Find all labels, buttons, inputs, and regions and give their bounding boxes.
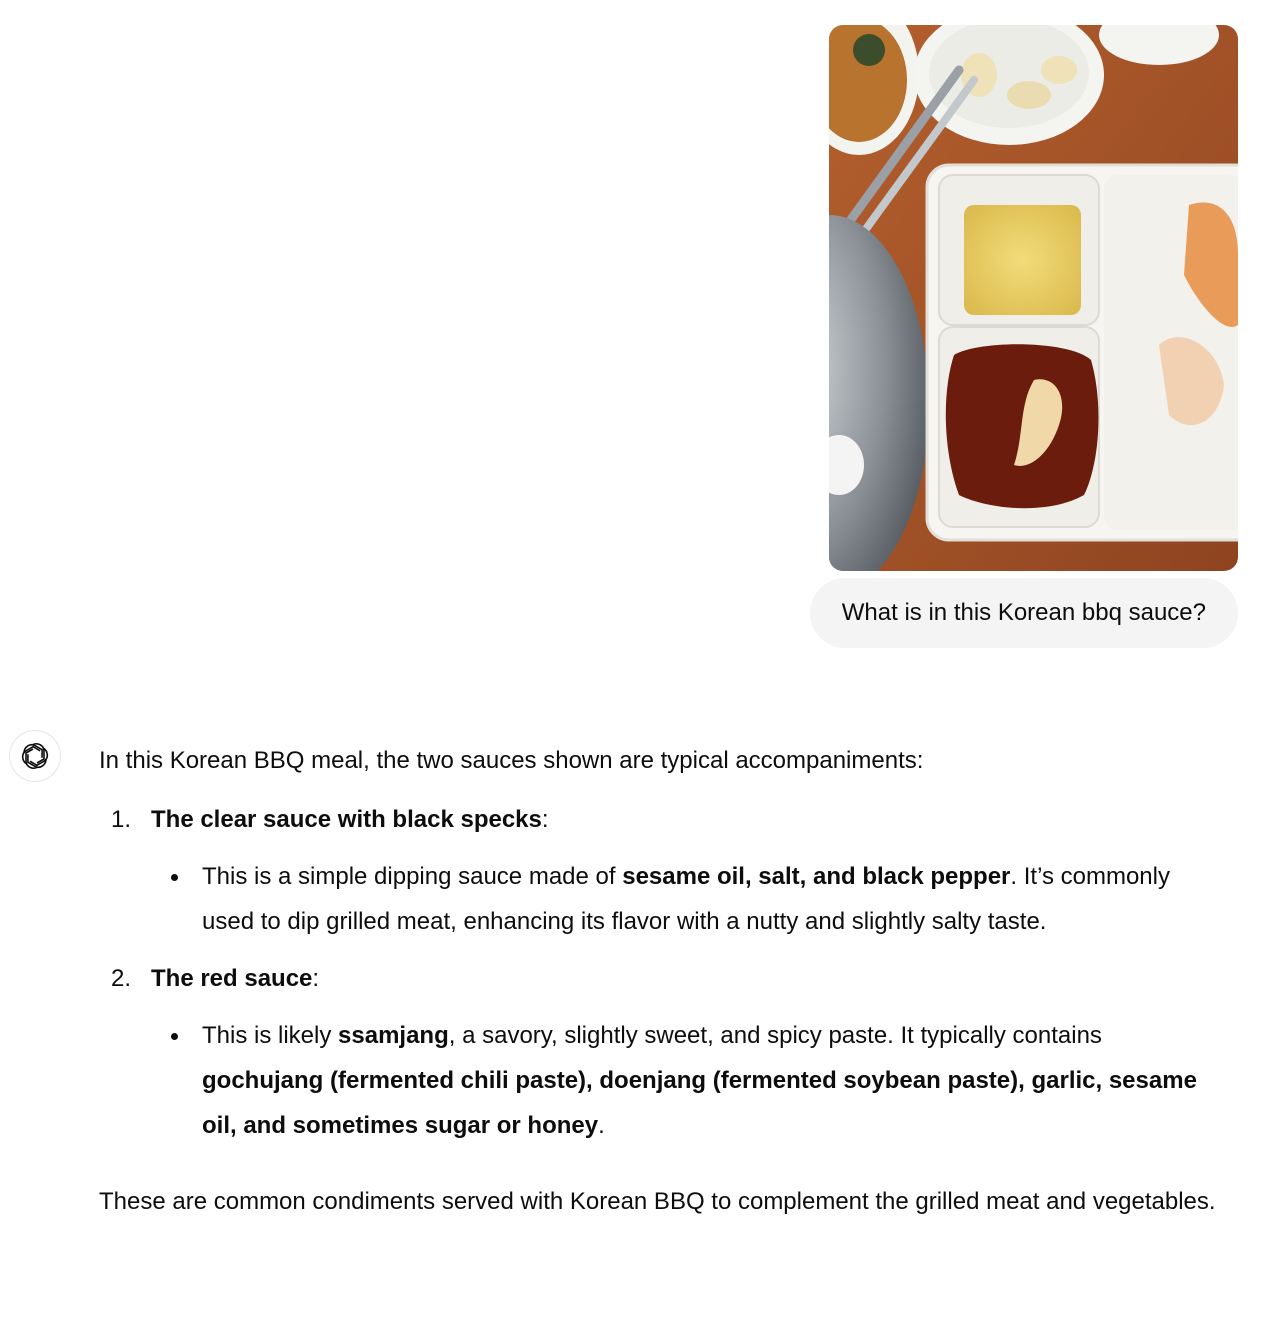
bullet-item [151, 1013, 1219, 1148]
list-item [99, 797, 1219, 944]
user-message-bubble [810, 578, 1238, 648]
item-title-suffix: : [541, 806, 549, 833]
assistant-avatar [9, 730, 61, 782]
list-number: 2. [111, 965, 132, 992]
bullet-bold-text: ssamjang [338, 1022, 449, 1049]
item-title: The red sauce [151, 965, 313, 992]
answer-intro: In this Korean BBQ meal, the two sauces shown are typical accompaniments: [99, 747, 924, 774]
bullet-list [151, 1013, 1219, 1148]
bullet-text: . It’s commonly used to dip grilled meat, enhancing its flavor with a nutty and slightly salty taste. [202, 863, 1170, 935]
answer-closing: These are common condiments served with Korean BBQ to complement the grilled meat and vegetables. [99, 1188, 1216, 1215]
list-number: 1. [111, 806, 132, 833]
sauce-list [99, 797, 1219, 1148]
bullet-list [151, 854, 1219, 944]
food-photo-illustration [829, 25, 1238, 571]
bullet-text: This is a simple dipping sauce made of [202, 863, 623, 890]
bullet-bold-text: gochujang (fermented chili paste), doenjang (fermented soybean paste), garlic, sesame oil, and sometimes sugar or honey [202, 1067, 1197, 1139]
bullet-text: . [598, 1112, 605, 1139]
openai-logo-icon [20, 741, 50, 771]
bullet-text: , a savory, slightly sweet, and spicy paste. It typically contains [448, 1022, 1102, 1049]
user-message-text: What is in this Korean bbq sauce? [841, 599, 1206, 626]
item-title: The clear sauce with black specks [151, 806, 542, 833]
bullet-item [151, 854, 1219, 944]
item-title-suffix: : [312, 965, 320, 992]
user-uploaded-image[interactable] [829, 25, 1238, 571]
bullet-bold-text: sesame oil, salt, and black pepper [622, 863, 1011, 890]
list-item [99, 956, 1219, 1148]
bullet-text: This is likely [202, 1022, 339, 1049]
assistant-message [99, 738, 1219, 1224]
